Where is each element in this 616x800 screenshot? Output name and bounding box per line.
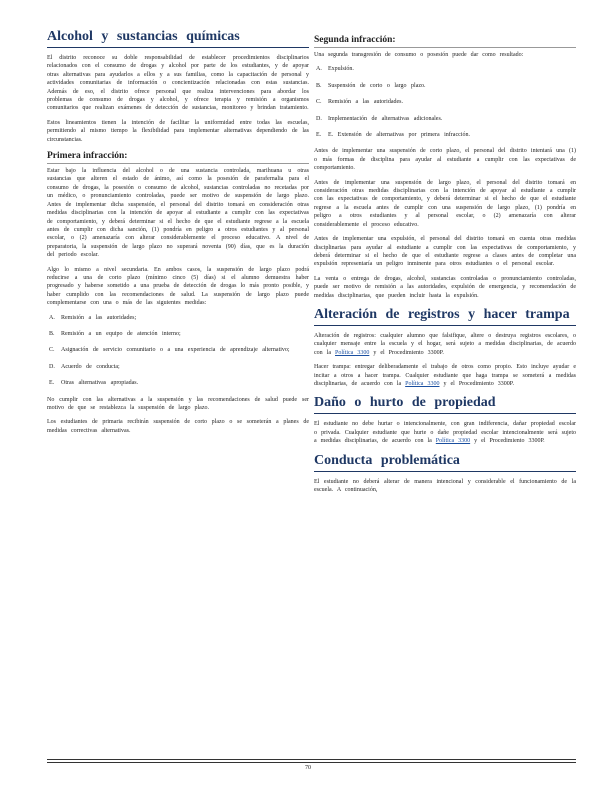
list-item-text: Implementación de alternativas adicionales. xyxy=(328,115,443,122)
paragraph-segunda-4: Antes de implementar una expulsión, el personal del distrito tomará en cuenta otras medidas disciplinarias para ayudar al estudiante a cumplir con las expectativas de comportamiento, y deberá determinar si el hecho de que el estudiante regrese a clases antes de completar una expulsión representaría un peligro inminente para otros estudiantes o el personal escolar. xyxy=(314,236,576,268)
list-item-text: Remisión a las autoridades; xyxy=(61,314,137,321)
heading-alcohol: Alcohol y sustancias químicas xyxy=(47,28,309,48)
paragraph-text: y el Procedimiento 3300P. xyxy=(439,380,514,387)
paragraph-conducta-1: El estudiante no deberá alterar de manera intencional y considerable el funcionamiento de la escuela. A continuación, xyxy=(314,478,576,493)
list-marker: A. xyxy=(316,66,322,73)
list-item xyxy=(47,379,309,387)
heading-alteracion: Alteración de registros y hacer trampa xyxy=(314,306,576,326)
list-marker: D. xyxy=(49,363,55,370)
list-marker: C. xyxy=(49,347,55,354)
list-item xyxy=(47,314,309,322)
paragraph-primera-2: Algo lo mismo a nivel secundaria. En ambos casos, la suspensión de largo plazo podrá reducirse a una de corto plazo (mínimo cinco (5) días) si el alumno demuestra haber progresado y haberse sometido a una prueba de detección de drogas lo más pronto posible, y haber cumplido con las recomendaciones de salud. La suspensión de largo plazo puede complementarse con una o más de las siguientes medidas: xyxy=(47,266,309,307)
heading-primera-infraccion: Primera infracción: xyxy=(47,150,309,164)
left-column xyxy=(47,28,309,441)
paragraph-segunda-2: Antes de implementar una suspensión de corto plazo, el personal del distrito intentará una (1) o más formas de disciplina para ayudar al estudiante a cumplir con las expectativas de comportamiento. xyxy=(314,148,576,172)
policy-3300-link[interactable]: Política 3300 xyxy=(335,349,370,356)
list-item xyxy=(314,98,576,106)
paragraph-text: y el Procedimiento 3300P. xyxy=(470,438,545,445)
paragraph-primera-4: Los estudiantes de primaria recibirán suspensión de corto plazo o se someterán a planes de medidas correctivas alternativas. xyxy=(47,419,309,434)
list-resultados xyxy=(314,65,576,139)
list-item xyxy=(314,115,576,123)
policy-3300-link[interactable]: Política 3300 xyxy=(435,438,471,445)
paragraph-alteracion-2 xyxy=(314,363,576,388)
list-marker: E. xyxy=(316,132,322,139)
list-item xyxy=(47,330,309,338)
right-column xyxy=(314,28,576,500)
heading-dano: Daño o hurto de propiedad xyxy=(314,394,576,414)
paragraph-text: Alteración de registros: cualquier alumno que falsifique, altere o destruya registros escolares, o cualquier mensaje entre la escuela y el hogar, será sujeto a medidas disciplinarias, de acuerdo con la xyxy=(314,332,576,356)
list-marker: A. xyxy=(49,314,55,321)
list-marker: D. xyxy=(316,115,322,122)
list-marker: B. xyxy=(49,330,55,337)
list-item xyxy=(314,65,576,73)
list-item-text: Otras alternativas apropiadas. xyxy=(61,380,139,387)
list-item-text: Acuerdo de conducta; xyxy=(61,363,120,370)
list-item xyxy=(314,131,576,139)
paragraph-primera-1: Estar bajo la influencia del alcohol o de una sustancia controlada, marihuana u otras sustancias que alteren el estado de ánimo, así como la posesión de parafernalia para el consumo de drogas, la posesión o consumo de alcohol, sustancias controladas no recetadas por un médico, o pronunciamiento controladas, puede ser motivo de suspensión de largo plazo. Antes de implementar dicha suspensión, el personal del distrito tomará en consideración otras medidas disciplinarias con la intención de apoyar al estudiante a cumplir con las expectativas de comportamiento, y deberá determinar si el hecho de que el estudiante regrese a la escuela antes de cumplir con dicha sanción, (1) pondría en peligro a otros estudiantes y al personal escolar, o (2) amenazaría con alterar considerablemente el proceso educativo. A nivel de preparatoria, la suspensión de largo plazo no superará noventa (90) días, que es la duración del periodo escolar. xyxy=(47,168,309,259)
paragraph-alcohol-2: Estos lineamientos tienen la intención de facilitar la uniformidad entre todas las escuelas, permitiendo al mismo tiempo la flexibilidad para implementar alternativas dependiendo de las circunstancias. xyxy=(47,119,309,143)
list-marker: B. xyxy=(316,82,322,89)
paragraph-alteracion-1 xyxy=(314,332,576,357)
list-marker: E. xyxy=(49,380,55,387)
list-marker: C. xyxy=(316,99,322,106)
heading-segunda-infraccion: Segunda infracción: xyxy=(314,34,576,48)
paragraph-segunda-5: La venta o entrega de drogas, alcohol, sustancias controladas o pronunciamiento controladas, puede ser motivo de remisión a las autoridades, expulsión de emergencia, y recomendación de medidas disciplinarias, que pueden incluir hasta la expulsión. xyxy=(314,275,576,299)
paragraph-primera-3: No cumplir con las alternativas a la suspensión y las recomendaciones de salud puede ser motivo de que se restablezca la suspensión de largo plazo. xyxy=(47,396,309,411)
paragraph-dano-1 xyxy=(314,420,576,445)
policy-3300-link[interactable]: Política 3300 xyxy=(405,380,440,387)
list-item-text: Expulsión. xyxy=(328,66,354,73)
list-item xyxy=(314,82,576,90)
paragraph-segunda-3: Antes de implementar una suspensión de largo plazo, el personal del distrito tomará en consideración otras medidas disciplinarias con la intención de apoyar al estudiante a cumplir con las expectativas de comportamiento, y deberá determinar si el hecho de que el estudiante regrese a la escuela antes de cumplir con una suspensión de largo plazo, (1) pondría en peligro a otros estudiantes y al personal escolar, o (2) amenazaría con alterar considerablemente el proceso educativo. xyxy=(314,179,576,228)
paragraph-text: Hacer trampa: entregar deliberadamente el trabajo de otros como propio. Esto incluye ayudar e incitar a otros a hacer trampa. Cualquier estudiante que haga trampa se someterá a medidas disciplinarias, de acuerdo con la xyxy=(314,364,576,387)
heading-conducta: Conducta problemática xyxy=(314,452,576,472)
list-item xyxy=(47,363,309,371)
page-number: 70 xyxy=(305,765,311,771)
list-item-text: E. Extensión de alternativas por primera infracción. xyxy=(328,132,470,139)
paragraph-text: y el Procedimiento 3300P. xyxy=(369,349,444,356)
list-item-text: Remisión a un equipo de atención interno; xyxy=(61,330,181,337)
paragraph-alcohol-1: El distrito reconoce su doble responsabilidad de establecer procedimientos disciplinarios relacionados con el consumo de drogas y alcohol por parte de los estudiantes, y de apoyar otras alternativas para ayudarlos a ellos y a sus familias, como la capacitación de personal y actividades comunitarias de información o concientización relacionadas con estas sustancias. Además de eso, el distrito ofrece personal que realiza intervenciones para abordar los problemas de consumo de drogas y alcohol, y ofrece terapia y remisión a organismos comunitarios que realizan exámenes de detección de sustancias, monitoreo y brindan tratamiento. xyxy=(47,55,309,112)
list-item-text: Suspensión de corto o largo plazo. xyxy=(328,82,426,89)
paragraph-segunda-1: Una segunda transgresión de consumo o posesión puede dar como resultado: xyxy=(314,52,524,58)
list-item-text: Remisión a las autoridades. xyxy=(328,99,403,106)
list-medidas xyxy=(47,314,309,388)
list-item-text: Asignación de servicio comunitario o a una experiencia de aprendizaje alternativo; xyxy=(61,347,290,354)
list-item xyxy=(47,346,309,354)
footer-divider xyxy=(47,759,576,763)
paragraph-text: El estudiante no debe hurtar o intencionalmente, con gran indiferencia, dañar propiedad escolar o privada. Cualquier estudiante que hurte o dañe propiedad escolar intencionalmente será sujeto a medidas disciplinarias, de acuerdo con la xyxy=(314,421,576,445)
